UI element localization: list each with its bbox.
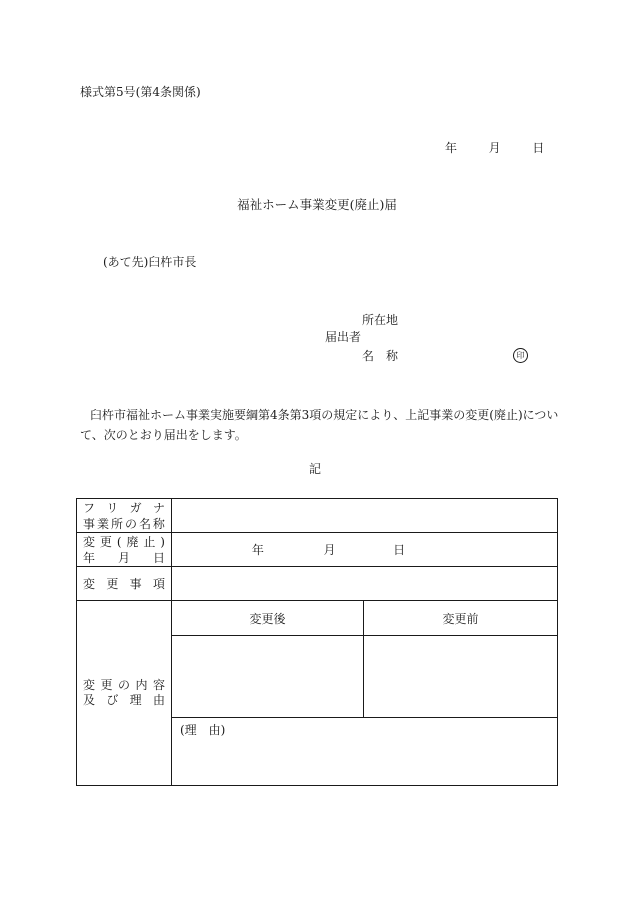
date-day-label: 日: [532, 141, 545, 155]
change-date-year: 年: [251, 543, 264, 557]
change-date-field[interactable]: [172, 533, 558, 567]
label-char: 容: [152, 678, 165, 692]
label-char: 事: [83, 516, 96, 531]
change-item-field[interactable]: [172, 567, 558, 601]
label-char: ガ: [129, 500, 142, 515]
label-char: 名: [138, 516, 151, 531]
change-date-label-line2: [83, 550, 165, 566]
body-text: 臼杵市福祉ホーム事業実施要綱第4条第3項の規定により、上記事業の変更(廃止)について、次のとおり届出をします。: [80, 408, 559, 442]
label-char: 及: [83, 693, 96, 707]
label-char: 月: [117, 550, 130, 565]
change-date-label-line1: [83, 534, 165, 550]
office-name-field[interactable]: [172, 499, 558, 533]
after-change-field[interactable]: [172, 636, 364, 718]
label-char: 事: [129, 576, 142, 591]
office-name-label-cell: [77, 499, 172, 533]
name-label: 名 称: [362, 349, 399, 363]
label-char: (: [116, 534, 122, 549]
address-label: 所在地: [362, 313, 399, 327]
office-name-label: [83, 516, 165, 532]
after-change-header: 変更後: [172, 601, 364, 636]
submission-date: [445, 141, 544, 155]
change-content-header-row: [77, 601, 558, 636]
label-char: の: [117, 678, 130, 692]
label-char: 変: [83, 678, 96, 692]
label-char: び: [106, 693, 119, 707]
furigana-label: [83, 500, 165, 516]
label-char: 項: [152, 576, 165, 591]
before-change-field[interactable]: [364, 636, 558, 718]
label-char: の: [124, 516, 137, 531]
label-char: ナ: [152, 500, 165, 515]
label-char: 内: [135, 678, 148, 692]
change-date-label-cell: [77, 533, 172, 567]
label-char: 由: [152, 693, 165, 707]
label-char: リ: [106, 500, 119, 515]
label-char: フ: [83, 500, 96, 515]
notifier-label: 届出者: [325, 330, 362, 344]
date-year-label: 年: [445, 141, 458, 155]
label-char: 業: [96, 516, 109, 531]
change-item-label-cell: [77, 567, 172, 601]
label-char: 更: [106, 576, 119, 591]
label-char: 更: [100, 678, 113, 692]
date-month-label: 月: [488, 141, 501, 155]
before-change-header: 変更前: [364, 601, 558, 636]
label-char: ): [160, 534, 165, 549]
change-item-label: [83, 576, 165, 592]
addressee: (あて先)臼杵市長: [103, 255, 197, 269]
label-char: 更: [99, 534, 112, 549]
label-char: 変: [83, 576, 96, 591]
label-char: 日: [152, 550, 165, 565]
change-date-day: 日: [393, 543, 406, 557]
office-name-row: [77, 499, 558, 533]
change-form-table: [76, 498, 558, 786]
label-char: 廃: [126, 534, 139, 549]
form-number: 様式第5号(第4条関係): [80, 85, 201, 99]
label-char: 所: [110, 516, 123, 531]
change-date-month: 月: [323, 543, 336, 557]
reason-label: (理 由): [180, 723, 226, 737]
change-content-label-cell: [77, 601, 172, 786]
label-char: 称: [152, 516, 165, 531]
reason-field[interactable]: [172, 718, 558, 786]
change-content-label-line1: [83, 678, 165, 693]
seal-mark: 印: [513, 348, 528, 363]
ki-heading: 記: [308, 462, 321, 476]
document-title: 福祉ホーム事業変更(廃止)届: [237, 197, 397, 212]
label-char: 止: [143, 534, 156, 549]
label-char: 変: [83, 534, 96, 549]
change-date-row: [77, 533, 558, 567]
change-item-row: [77, 567, 558, 601]
label-char: 理: [129, 693, 142, 707]
label-char: 年: [83, 550, 96, 565]
change-content-label-line2: [83, 693, 165, 708]
